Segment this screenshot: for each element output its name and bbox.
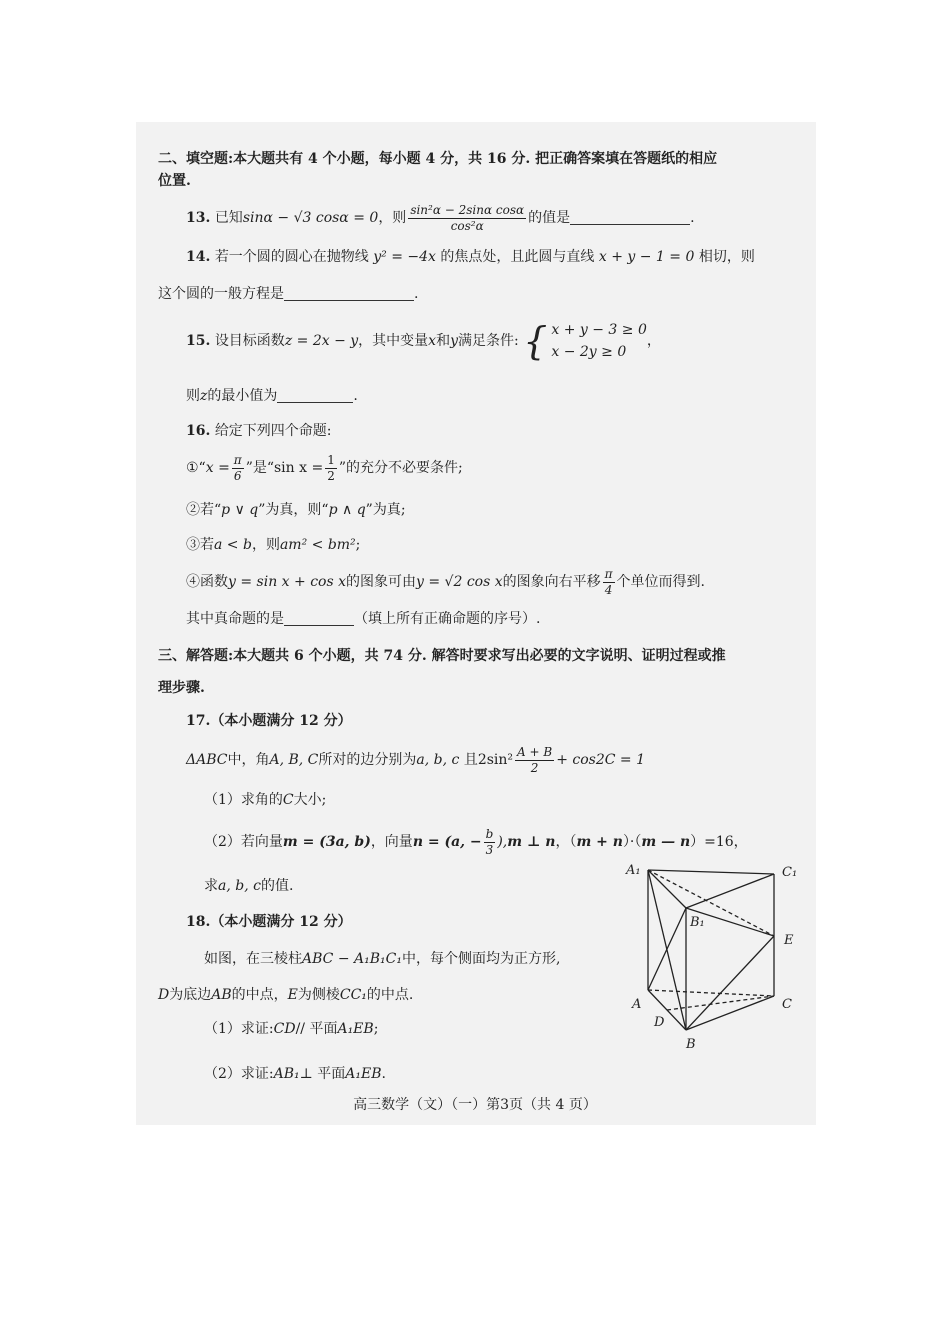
q13-fraction: $\frac{\text{sin²α − 2sinα cosα}}{\text{cos²α}}$ <box>410 202 525 233</box>
q16-proposition-2: ②若“p ∨ q”为真，则“p ∧ q”为真; <box>186 502 406 518</box>
edge-bc <box>686 996 774 1030</box>
label-d: D <box>654 1015 665 1030</box>
q13-answer-blank <box>570 208 690 225</box>
q16-proposition-3: ③若a < b，则am² < bm²; <box>186 537 361 553</box>
edge-a1b1 <box>648 870 686 908</box>
q14-answer-blank <box>284 284 414 301</box>
section2-heading-cont: 位置. <box>158 173 191 189</box>
q15-line2: 则z的最小值为 . <box>186 388 358 404</box>
q18-part1: （1）求证:CD// 平面A₁EB; <box>204 1021 379 1037</box>
q18-title: 18.（本小题满分 12 分） <box>186 914 352 930</box>
q15-function: z = 2x − y <box>284 333 359 349</box>
q16-proposition-4: ④函数y = sin x + cos x的图象可由y = √2 cos x的图象向右平移 $\frac{\pi}{4}$ 个单位而得到. <box>186 566 705 597</box>
q18-stem: 如图，在三棱柱ABC − A₁B₁C₁中，每个侧面均为正方形, <box>204 951 561 967</box>
segment-ab1 <box>648 908 686 990</box>
q16-answer-blank <box>284 609 354 626</box>
edge-b1c1 <box>686 874 774 908</box>
edge-a1c1 <box>648 870 774 874</box>
q16-answer-line: 其中真命题的是 （填上所有正确命题的序号）. <box>186 611 541 627</box>
q17-stem: ΔABC中，角A, B, C所对的边分别为a, b, c 且2sin² $\frac{A + B}{2}$ + cos2C = 1 <box>186 744 645 775</box>
q14-number: 14. <box>186 249 211 265</box>
q18-stem-line2: D为底边AB的中点，E为侧棱CC₁的中点. <box>158 987 414 1003</box>
q14-line2: 这个圆的一般方程是 . <box>158 286 419 302</box>
segment-be <box>686 936 774 1030</box>
q16-proposition-1: ①“x = $\frac{\pi}{6}$ ”是“sin x = $\frac{1}{2}$ ”的充分不必要条件; <box>186 452 463 483</box>
q14-parabola: y² = −4x <box>373 249 436 265</box>
question-16: 16. 给定下列四个命题: <box>186 423 332 439</box>
section2-heading: 二、填空题:本大题共有 4 个小题，每小题 4 分，共 16 分. 把正确答案填在答题纸的相应 <box>158 151 718 167</box>
section3-heading: 三、解答题:本大题共 6 个小题，共 74 分. 解答时要求写出必要的文字说明、证明过程或推 <box>158 648 726 664</box>
edge-ac-hidden <box>648 990 774 996</box>
label-b1: B₁ <box>690 915 705 930</box>
q17-part2: （2）若向量m = (3a, b)，向量n = (a, − $\frac{b}{3}$ ),m ⊥ n，（m + n）·（m — n）=16， <box>204 826 748 857</box>
q14-line: x + y − 1 = 0 <box>598 249 695 265</box>
q18-part2: （2）求证:AB₁⊥ 平面A₁EB. <box>204 1066 386 1082</box>
q17-part1: （1）求角的C大小; <box>204 792 327 808</box>
question-14: 14. 若一个圆的圆心在抛物线 y² = −4x 的焦点处，且此圆与直线 x + y − 1 = 0 相切，则 <box>186 249 755 265</box>
label-a: A <box>632 997 642 1012</box>
q15-answer-blank <box>277 386 353 403</box>
q13-condition: sinα − √3 cosα = 0 <box>242 210 379 226</box>
label-c: C <box>782 997 792 1012</box>
page-footer: 高三数学（文）（一）第3页（共 4 页） <box>353 1097 597 1113</box>
section3-heading-cont: 理步骤. <box>158 680 205 696</box>
q17-title: 17.（本小题满分 12 分） <box>186 713 352 729</box>
prism-figure <box>622 862 812 1052</box>
label-e: E <box>784 933 794 948</box>
q15-number: 15. <box>186 333 211 349</box>
label-b: B <box>686 1037 696 1052</box>
label-c1: C₁ <box>782 865 798 880</box>
segment-cd <box>667 996 774 1010</box>
question-13: 13. 已知sinα − √3 cosα = 0，则 $\frac{\text{sin²α − 2sinα cosα}}{\text{cos²α}}$ 的值是 . <box>186 202 695 233</box>
q17-part2-line2: 求a, b, c的值. <box>204 878 294 894</box>
segment-a1e <box>648 870 774 936</box>
q15-constraint-system: { x + y − 3 ≥ 0 x − 2y ≥ 0 <box>523 319 647 363</box>
q16-number: 16. <box>186 423 211 439</box>
q13-number: 13. <box>186 210 211 226</box>
label-a1: A₁ <box>626 863 641 878</box>
question-15: 15. 设目标函数z = 2x − y，其中变量x和y满足条件: { x + y − 3 ≥ 0 x − 2y ≥ 0 ， <box>186 319 661 363</box>
